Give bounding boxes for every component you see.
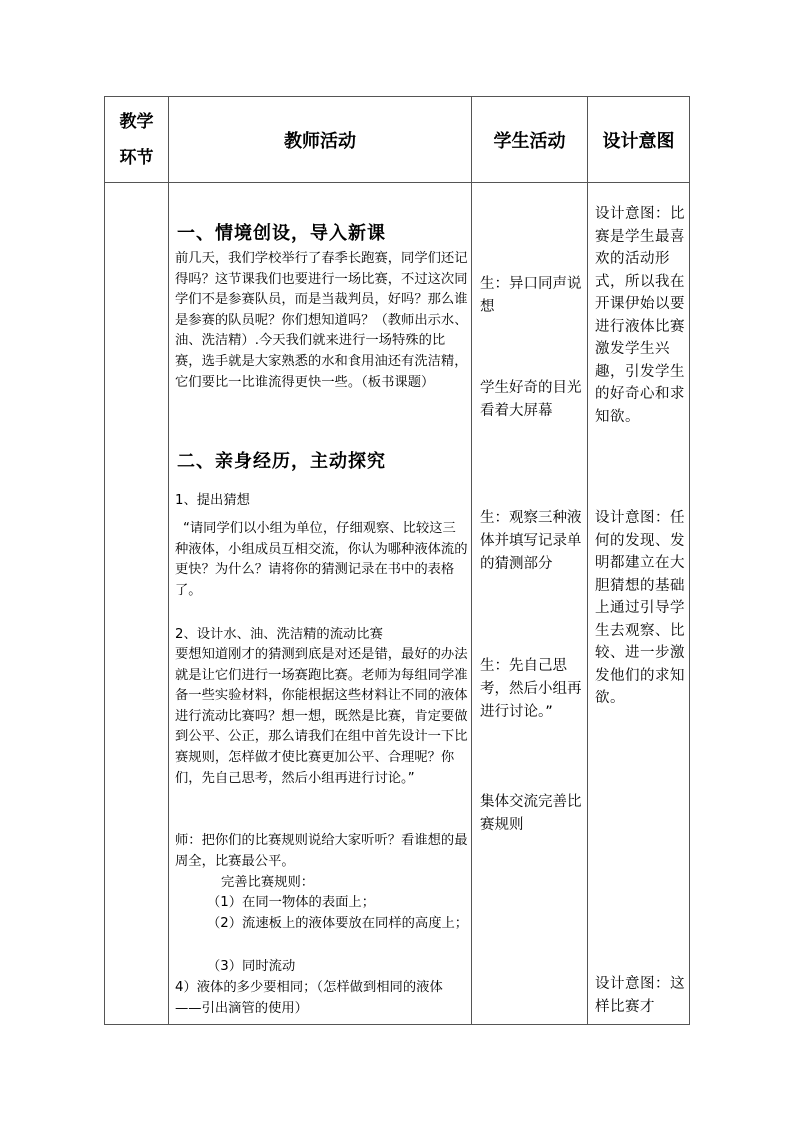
step1-title: 1、提出猜想 <box>175 493 250 508</box>
table-body-row <box>105 183 690 1025</box>
design-intent-3: 设计意图：这样比赛才 <box>595 976 685 1015</box>
student-response-3: 生：观察三种液体并填写记录单的猜测部分 <box>480 510 582 572</box>
design-intent-2: 设计意图：任何的发现、发明都建立在大胆猜想的基础上通过引导学生去观察、比较、进一步激发他们的求知欲。 <box>595 510 685 706</box>
design-intent-cell <box>588 183 690 1025</box>
lesson-plan-table <box>104 96 690 1025</box>
student-response-2: 学生好奇的目光看着大屏幕 <box>480 380 582 419</box>
teacher-activity-cell <box>169 183 472 1025</box>
student-response-4: 生：先自己思考，然后小组再进行讨论。” <box>480 658 582 720</box>
section2-title: 二、亲身经历，主动探究 <box>177 451 386 472</box>
design-intent-1: 设计意图：比赛是学生最喜欢的活动形式，所以我在开课伊始以要进行液体比赛激发学生兴趣，引发学生的好奇心和求知欲。 <box>595 206 685 425</box>
stage-cell <box>105 183 169 1025</box>
rule-4: 4）液体的多少要相同；（怎样做到相同的液体——引出滴管的使用） <box>175 980 443 1016</box>
teacher-question: 师：把你们的比赛规则说给大家听听？看谁想的最周全，比赛最公平。 <box>175 833 468 869</box>
step2-title: 2、设计水、油、洗洁精的流动比赛 <box>175 627 383 642</box>
header-student-activity: 学生活动 <box>472 97 588 183</box>
header-stage-line1: 教学 <box>119 111 154 132</box>
student-response-5: 集体交流完善比赛规则 <box>480 794 582 833</box>
header-stage-line2: 环节 <box>119 147 154 168</box>
section1-title: 一、情境创设，导入新课 <box>177 223 386 244</box>
rule-2: （2）流速板上的液体要放在同样的高度上； <box>207 916 469 931</box>
rules-title: 完善比赛规则： <box>221 875 315 890</box>
header-design-intent: 设计意图 <box>588 97 690 183</box>
section1-text: 前几天，我们学校举行了春季长跑赛，同学们还记得吗？这节课我们也要进行一场比赛，不过这次同学们不是参赛队员，而是当裁判员，好吗？那么谁是参赛的队员呢？你们想知道吗？（教师出示水、油、洗洁精）.今天我们就来进行一场特殊的比赛，选手就是大家熟悉的水和食用油还有洗洁精，它们要比一比谁流得更快一些。（板书课题） <box>175 251 468 390</box>
student-response-1: 生：异口同声说想 <box>480 276 582 315</box>
header-teacher-activity: 教师活动 <box>169 97 472 183</box>
step2-text: 要想知道刚才的猜测到底是对还是错，最好的办法就是让它们进行一场赛跑比赛。老师为每组同学准备一些实验材料，你能根据这些材料让不同的液体进行流动比赛吗？想一想，既然是比赛，肯定要做到公平、公正，那么请我们在组中首先设计一下比赛规则，怎样做才使比赛更加公平、合理呢？你们，先自己思考，然后小组再进行讨论。” <box>175 647 468 786</box>
table-header-row <box>105 97 690 183</box>
rule-1: （1）在同一物体的表面上； <box>207 895 376 910</box>
rule-3: （3）同时流动 <box>207 959 296 974</box>
header-stage <box>105 97 169 183</box>
step1-text: “请同学们以小组为单位，仔细观察、比较这三种液体，小组成员互相交流，你认为哪种液体流的更快？为什么？请将你的猜测记录在书中的表格了。 <box>175 521 468 598</box>
student-activity-cell <box>472 183 588 1025</box>
